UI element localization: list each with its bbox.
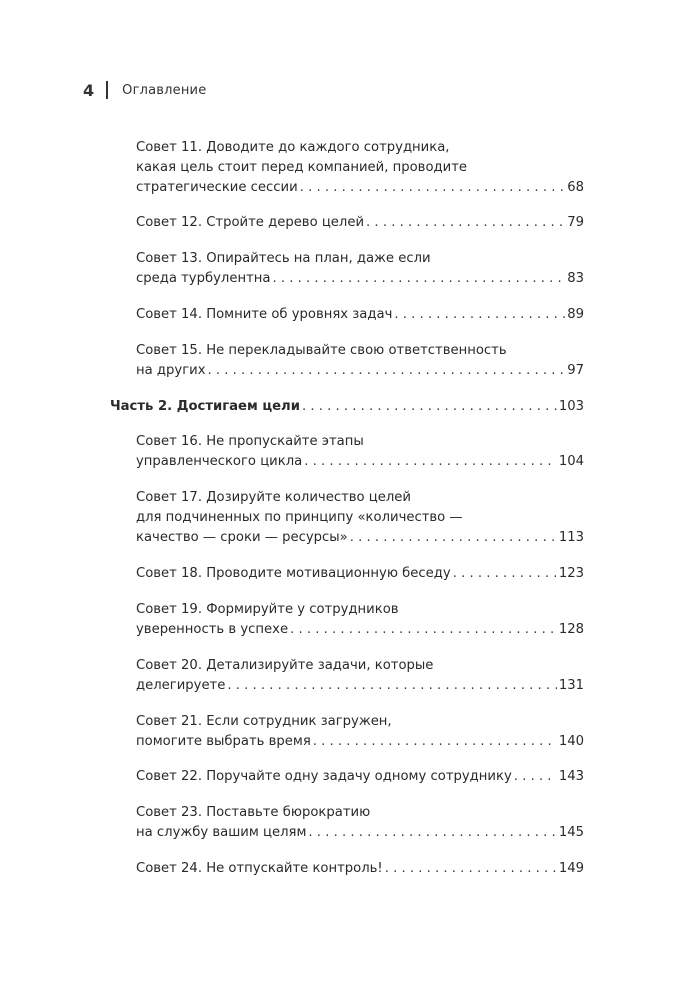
toc-entry[interactable] (136, 432, 584, 472)
dot-leader (300, 178, 566, 198)
toc-entry-page: 89 (567, 307, 584, 322)
toc-entry-title: на службу вашим целям (136, 825, 307, 840)
toc-entry-title: стратегические сессии (136, 180, 298, 195)
toc-part-entry[interactable] (110, 397, 584, 417)
dot-leader (453, 564, 557, 584)
dot-leader (290, 620, 557, 640)
toc-entry[interactable] (136, 600, 584, 640)
toc-entry-title: управленческого цикла (136, 454, 303, 469)
dot-leader (514, 767, 557, 787)
dot-leader (304, 452, 557, 472)
toc-entry-page: 143 (558, 769, 584, 784)
toc-entry[interactable] (136, 305, 584, 325)
toc-entry-line: Совет 16. Не пропускайте этапы (136, 434, 364, 449)
toc-entry-page: 123 (558, 566, 584, 581)
dot-leader (308, 823, 556, 843)
toc-entry[interactable] (136, 138, 584, 198)
toc-entry-title: помогите выбрать время (136, 734, 311, 749)
toc-entry-title: уверенность в успехе (136, 622, 289, 637)
toc-entry-page: 68 (567, 180, 584, 195)
toc-entry[interactable] (136, 213, 584, 233)
dot-leader (272, 269, 565, 289)
toc-entry-line: Совет 20. Детализируйте задачи, которые (136, 658, 434, 673)
dot-leader (350, 528, 557, 548)
dot-leader (385, 859, 557, 879)
toc-entry-title: Совет 24. Не отпускайте контроль! (136, 861, 383, 876)
toc-entry-title: Совет 18. Проводите мотивационную беседу (136, 566, 451, 581)
toc-entry-page: 145 (558, 825, 584, 840)
page-header (83, 78, 206, 102)
toc-entry-line: Совет 21. Если сотрудник загружен, (136, 714, 392, 729)
dot-leader (302, 397, 557, 417)
toc-entry-line: Совет 23. Поставьте бюрократию (136, 805, 371, 820)
toc-entry[interactable] (136, 767, 584, 787)
toc-entry-page: 79 (567, 215, 584, 230)
toc-entry-line: Совет 15. Не перекладывайте свою ответственность (136, 343, 507, 358)
toc-entry-line: для подчиненных по принципу «количество — (136, 510, 463, 525)
toc-entry-page: 128 (558, 622, 584, 637)
toc-entry-page: 104 (558, 454, 584, 469)
toc-entry-page: 103 (558, 399, 584, 414)
toc-entry-line: Совет 17. Дозируйте количество целей (136, 490, 411, 505)
toc-entry[interactable] (136, 803, 584, 843)
toc-entry-line: Совет 19. Формируйте у сотрудников (136, 602, 399, 617)
toc-entry-page: 131 (558, 678, 584, 693)
toc-entry[interactable] (136, 656, 584, 696)
toc-entry-title: на других (136, 363, 206, 378)
toc-entry-title: Совет 22. Поручайте одну задачу одному сотруднику (136, 769, 512, 784)
toc-entry[interactable] (136, 249, 584, 289)
dot-leader (227, 676, 556, 696)
section-title: Оглавление (122, 82, 207, 98)
toc-entry[interactable] (136, 341, 584, 381)
toc-entry-title: делегируете (136, 678, 226, 693)
toc-entry-line: Совет 11. Доводите до каждого сотрудника, (136, 140, 450, 155)
dot-leader (366, 213, 565, 233)
toc-entry-page: 140 (558, 734, 584, 749)
toc-entry-title: Совет 12. Стройте дерево целей (136, 215, 365, 230)
toc-entry-page: 97 (567, 363, 584, 378)
toc-entry-page: 113 (558, 530, 584, 545)
toc-entry[interactable] (136, 564, 584, 584)
toc-entry-page: 83 (567, 271, 584, 286)
dot-leader (313, 732, 557, 752)
toc-entry[interactable] (136, 712, 584, 752)
dot-leader (394, 305, 565, 325)
toc-entry-line: какая цель стоит перед компанией, проводите (136, 160, 468, 175)
toc-entry-page: 149 (558, 861, 584, 876)
dot-leader (208, 361, 566, 381)
toc-entry-title: Совет 14. Помните об уровнях задач (136, 307, 393, 322)
toc-entry[interactable] (136, 488, 584, 548)
toc-entry-title: качество — сроки — ресурсы» (136, 530, 348, 545)
toc-entry[interactable] (136, 859, 584, 879)
toc-entry-title: среда турбулентна (136, 271, 271, 286)
toc-part-title: Часть 2. Достигаем цели (110, 399, 300, 414)
header-divider (106, 81, 108, 99)
toc-entry-line: Совет 13. Опирайтесь на план, даже если (136, 251, 431, 266)
page-number: 4 (83, 80, 95, 100)
